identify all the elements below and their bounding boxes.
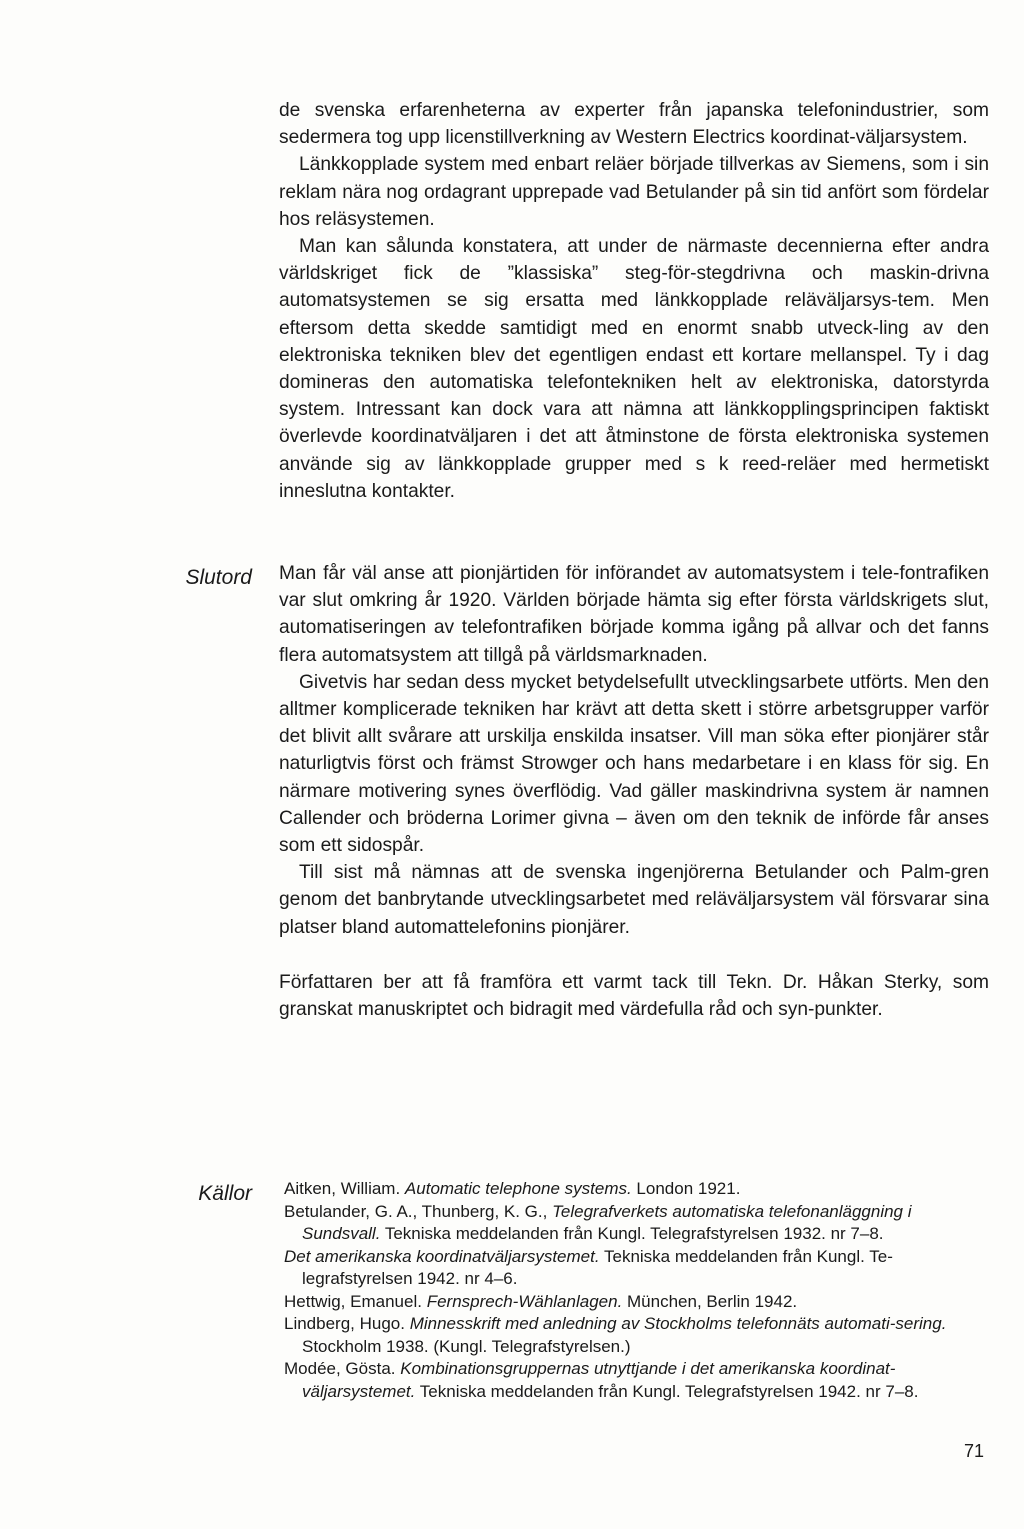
slutord-heading: Slutord [185, 566, 252, 589]
reference-item: Betulander, G. A., Thunberg, K. G., Telegrafverkets automatiska telefonanläggning i Sundsvall. Tekniska meddelanden från Kungl. Telegrafstyrelsen 1932. nr 7–8. [284, 1201, 912, 1243]
reference-list [284, 1178, 990, 1403]
slutord-body [279, 560, 989, 1023]
reference-item: Lindberg, Hugo. Minnesskrift med anledning av Stockholms telefonnäts automati-sering. Stockholm 1938. (Kungl. Telegrafstyrelsen.) [284, 1314, 947, 1356]
reference-item: Aitken, William. Automatic telephone systems. London 1921. [284, 1179, 741, 1198]
slutord-paragraph-1: Man får väl anse att pionjärtiden för införandet av automatsystem i tele-fontrafiken var slut omkring år 1920. Världen började hämta sig efter första världskrigets slut, automatiseringen av telefontrafiken började komma igång på allvar och det fanns flera automatsystem att tillgå på världsmarknaden. [279, 563, 989, 666]
reference-item: Modée, Gösta. Kombinationsgruppernas utnyttjande i det amerikanska koordinat-väljarsystemet. Tekniska meddelanden från Kungl. Telegrafstyrelsen 1942. nr 7–8. [284, 1359, 919, 1401]
acknowledgement: Författaren ber att få framföra ett varmt tack till Tekn. Dr. Håkan Sterky, som granskat manuskriptet och bidragit med värdefulla råd och syn-punkter. [279, 971, 989, 1021]
intro-paragraph-3: Man kan sålunda konstatera, att under de närmaste decennierna efter andra världskriget fick de ”klassiska” steg-för-stegdrivna och maskin-drivna automatsystemen se sig ersatta med länkkopplade reläväljarsys-tem. Men eftersom detta skedde samtidigt med en enormt snabb utveck-ling av den elektroniska tekniken blev det egentligen endast ett kortare mellanspel. Ty i dag domineras den automatiska telefontekniken helt av elektroniska, datorstyrda system. Intressant kan dock vara att nämna att länkkopplingsprincipen faktiskt överlevde koordinatväljaren i det att åtminstone de första elektroniska systemen använde sig av länkkopplade grupper med s k reed-reläer med hermetiskt inneslutna kontakter. [279, 236, 989, 502]
intro-paragraph-2: Länkkopplade system med enbart reläer började tillverkas av Siemens, som i sin reklam nära nog ordagrant upprepade vad Betulander på sin tid anfört som fördelar hos reläsystemen. [279, 154, 989, 230]
intro-paragraph-1: de svenska erfarenheterna av experter från japanska telefonindustrier, som sedermera tog upp licenstillverkning av Western Electrics koordinat-väljarsystem. [279, 100, 989, 149]
kallor-heading: Källor [198, 1182, 252, 1205]
slutord-paragraph-3: Till sist må nämnas att de svenska ingenjörerna Betulander och Palm-gren genom det banbrytande utvecklingsarbetet med reläväljarsystem väl försvarar sina platser bland automattelefonins pionjärer. [279, 862, 989, 938]
page-number: 71 [963, 1441, 984, 1461]
slutord-paragraph-2: Givetvis har sedan dess mycket betydelsefullt utvecklingsarbete utförts. Men den alltmer komplicerade tekniken har krävt att detta skett i större arbetsgrupper varför det blivit allt svårare att urskilja enskilda insatser. Vill man söka efter pionjärer står naturligtvis först och främst Strowger och hans medarbetare i en klass för sig. En närmare motivering synes överflödig. Vad gäller maskindrivna system är namnen Callender och bröderna Lorimer givna – även om den teknik de införde får anses som ett sidospår. [279, 671, 989, 857]
reference-item: Det amerikanska koordinatväljarsystemet. Tekniska meddelanden från Kungl. Te-legrafstyrelsen 1942. nr 4–6. [284, 1246, 893, 1288]
reference-item: Hettwig, Emanuel. Fernsprech-Wählanlagen. München, Berlin 1942. [284, 1291, 798, 1311]
intro-text [279, 97, 989, 505]
